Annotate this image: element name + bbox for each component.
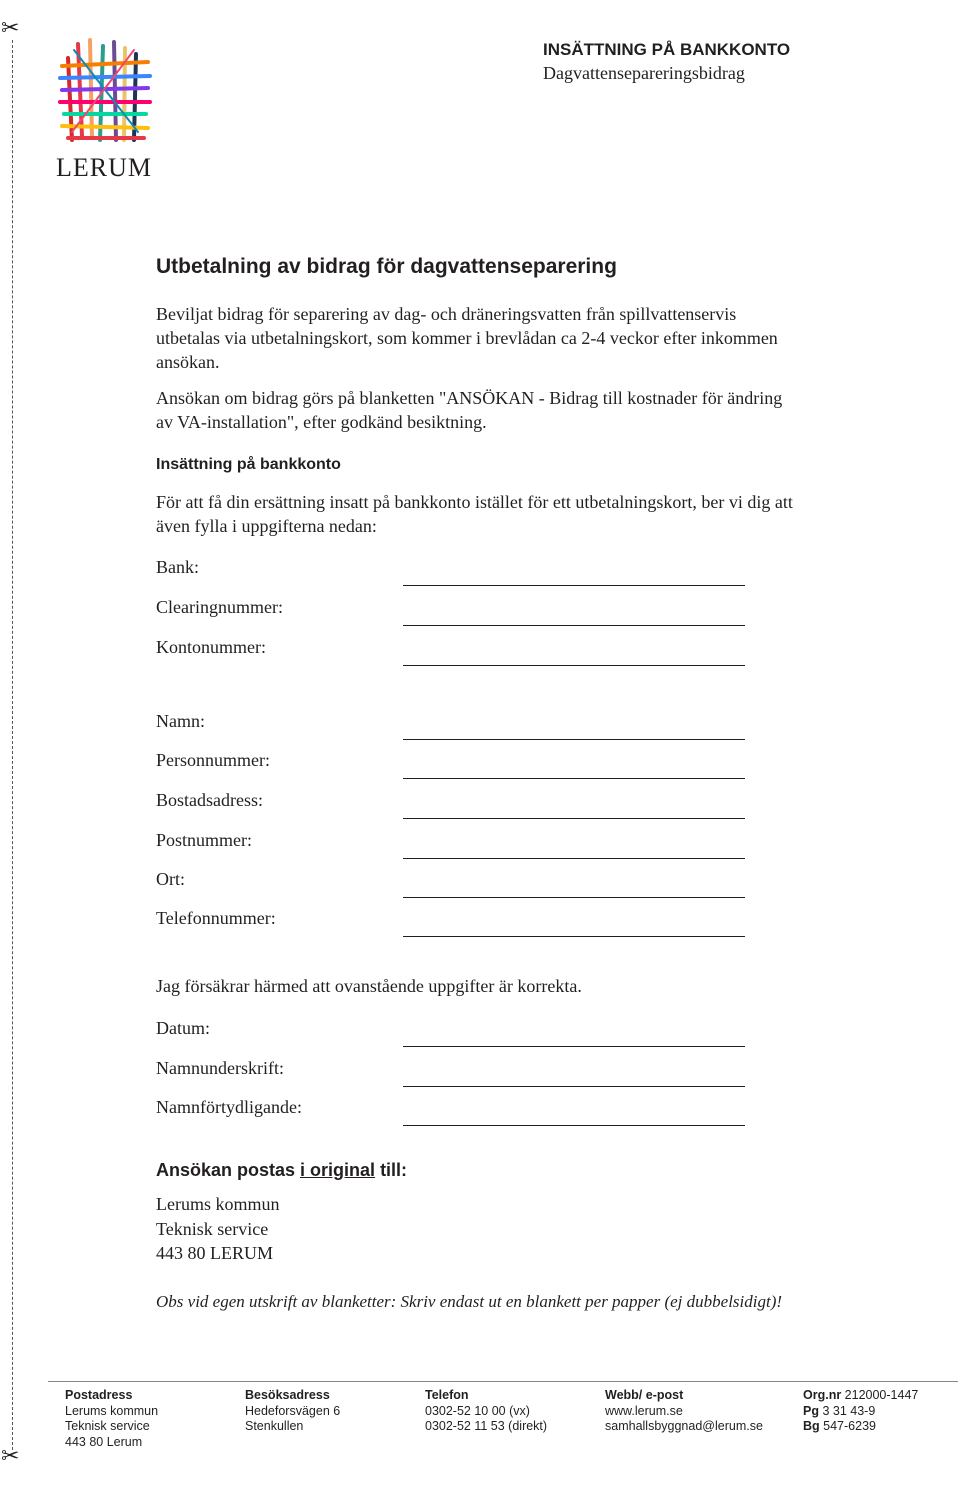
footer-heading: Webb/ e-post <box>605 1388 684 1402</box>
footer-org <box>803 1388 918 1435</box>
footer-line: 0302-52 10 00 (vx) <box>425 1403 530 1418</box>
footer-heading: Telefon <box>425 1388 469 1402</box>
footer-line: Hedeforsvägen 6 <box>245 1403 341 1418</box>
phone-label: Telefonnummer: <box>156 908 276 928</box>
bank-label: Bank: <box>156 557 199 577</box>
paragraph-application-info <box>156 386 926 434</box>
bg-label: Bg <box>803 1419 820 1433</box>
text-line: Ansökan om bidrag görs på blanketten "ANSÖKAN - Bidrag till kostnader för ändring <box>156 388 783 408</box>
postal-code-field[interactable] <box>403 858 745 859</box>
signature-label: Namnunderskrift: <box>156 1058 284 1078</box>
signature-field[interactable] <box>403 1086 745 1087</box>
name-clarification-field[interactable] <box>403 1125 745 1126</box>
account-number-label: Kontonummer: <box>156 637 266 657</box>
footer-heading: Postadress <box>65 1388 133 1402</box>
svg-text:LERUM: LERUM <box>56 153 152 182</box>
paragraph-payment-info <box>156 302 926 374</box>
print-note: Obs vid egen utskrift av blanketter: Skriv endast ut en blankett per papper (ej dubbelsidigt)! <box>156 1292 783 1311</box>
pg-value: 3 31 43-9 <box>818 1403 876 1418</box>
text-line: ansökan. <box>156 352 220 372</box>
org-label: Org.nr <box>803 1388 842 1402</box>
footer-postal-address <box>65 1388 158 1450</box>
footer-web <box>605 1388 763 1435</box>
send-heading <box>156 1160 407 1181</box>
pg-label: Pg <box>803 1403 819 1418</box>
clearing-number-field[interactable] <box>403 625 745 626</box>
declaration-text: Jag försäkrar härmed att ovanstående uppgifter är korrekta. <box>156 976 582 996</box>
footer-divider <box>48 1381 958 1382</box>
scissors-icon: ✂ <box>1 16 20 41</box>
scissors-icon: ✂ <box>1 1444 20 1469</box>
date-label: Datum: <box>156 1018 210 1038</box>
paragraph-bank-info <box>156 490 926 538</box>
address-field[interactable] <box>403 818 745 819</box>
bank-field[interactable] <box>403 585 745 586</box>
city-field[interactable] <box>403 897 745 898</box>
footer-line: 443 80 Lerum <box>65 1434 143 1449</box>
postal-code-label: Postnummer: <box>156 830 253 850</box>
cut-line <box>12 40 13 1450</box>
account-number-field[interactable] <box>403 665 745 666</box>
address-line: Teknisk service <box>156 1218 269 1239</box>
text-line: även fylla i uppgifterna nedan: <box>156 516 377 536</box>
personal-number-field[interactable] <box>403 778 745 779</box>
bg-value: 547-6239 <box>819 1419 876 1433</box>
send-heading-post: till: <box>375 1160 408 1180</box>
footer-line: 0302-52 11 53 (direkt) <box>425 1419 548 1433</box>
date-field[interactable] <box>403 1046 745 1047</box>
pg-number <box>803 1404 918 1420</box>
send-heading-pre: Ansökan postas <box>156 1160 301 1180</box>
send-heading-underlined: i original <box>300 1160 376 1180</box>
footer-heading: Besöksadress <box>245 1388 330 1402</box>
footer-line: Stenkullen <box>245 1419 304 1433</box>
address-line: Lerums kommun <box>156 1194 280 1214</box>
org-number <box>803 1388 918 1404</box>
footer-line: Lerums kommun <box>65 1403 159 1418</box>
address-label: Bostadsadress: <box>156 790 263 810</box>
text-line: Beviljat bidrag för separering av dag- och dräneringsvatten från spillvattenservis <box>156 304 737 324</box>
address-line: 443 80 LERUM <box>156 1243 273 1263</box>
footer-visiting-address <box>245 1388 340 1435</box>
bank-section-heading: Insättning på bankkonto <box>156 456 341 473</box>
footer-line: Teknisk service <box>65 1419 150 1433</box>
mailing-address <box>156 1192 280 1266</box>
org-value: 212000-1447 <box>841 1388 919 1402</box>
email-link[interactable]: samhallsbyggnad@lerum.se <box>605 1419 763 1433</box>
name-field[interactable] <box>403 739 745 740</box>
personal-number-label: Personnummer: <box>156 750 270 770</box>
text-line: För att få din ersättning insatt på bankkonto istället för ett utbetalningskort, ber vi dig att <box>156 492 793 512</box>
clearing-number-label: Clearingnummer: <box>156 597 283 617</box>
main-heading: Utbetalning av bidrag för dagvattenseparering <box>156 255 617 278</box>
document-title: INSÄTTNING PÅ BANKKONTO <box>543 40 791 59</box>
footer-phone <box>425 1388 547 1435</box>
text-line: utbetalas via utbetalningskort, som kommer i brevlådan ca 2-4 veckor efter inkommen <box>156 328 778 348</box>
name-label: Namn: <box>156 711 205 731</box>
lerum-logo <box>48 36 160 186</box>
phone-field[interactable] <box>403 936 745 937</box>
text-line: av VA-installation", efter godkänd besiktning. <box>156 412 487 432</box>
city-label: Ort: <box>156 869 185 889</box>
website-link[interactable]: www.lerum.se <box>605 1403 683 1418</box>
name-clarification-label: Namnförtydligande: <box>156 1097 302 1117</box>
bg-number <box>803 1419 918 1435</box>
document-subtitle: Dagvattensepareringsbidrag <box>543 63 745 83</box>
